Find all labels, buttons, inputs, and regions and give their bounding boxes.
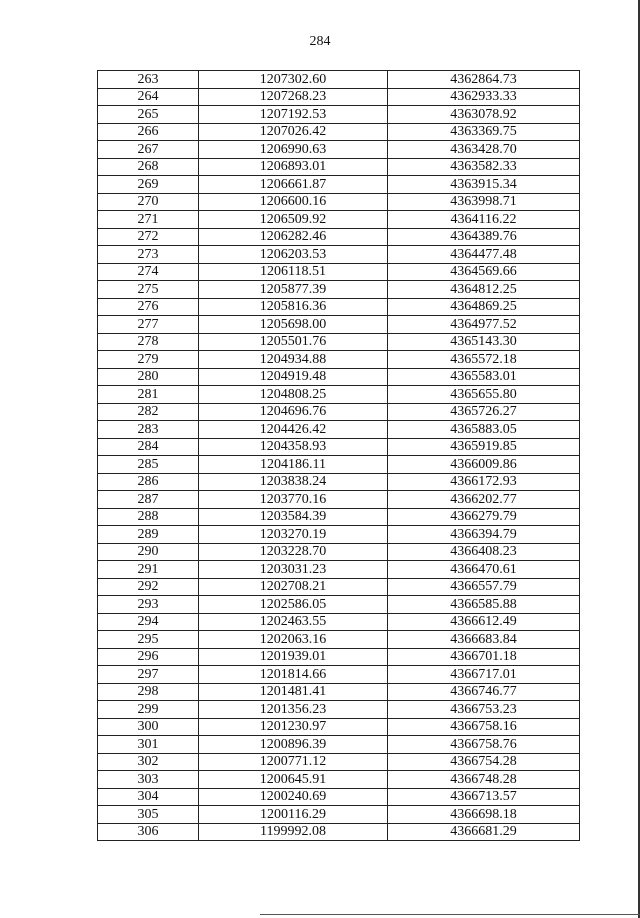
point-number-cell: 288	[98, 508, 199, 526]
y-coordinate-cell: 4366557.79	[388, 578, 580, 596]
table-row	[98, 473, 580, 491]
y-coordinate-cell: 4366701.18	[388, 648, 580, 666]
table-row	[98, 228, 580, 246]
point-number-cell: 295	[98, 631, 199, 649]
y-coordinate-cell: 4364977.52	[388, 316, 580, 334]
table-row	[98, 298, 580, 316]
y-coordinate-cell: 4366585.88	[388, 596, 580, 614]
table-row	[98, 368, 580, 386]
x-coordinate-cell: 1202463.55	[199, 613, 388, 631]
x-coordinate-cell: 1206203.53	[199, 246, 388, 264]
point-number-cell: 277	[98, 316, 199, 334]
x-coordinate-cell: 1201230.97	[199, 718, 388, 736]
x-coordinate-cell: 1205698.00	[199, 316, 388, 334]
table-row	[98, 613, 580, 631]
table-row	[98, 666, 580, 684]
y-coordinate-cell: 4366470.61	[388, 561, 580, 579]
y-coordinate-cell: 4364869.25	[388, 298, 580, 316]
point-number-cell: 284	[98, 438, 199, 456]
table-row	[98, 736, 580, 754]
x-coordinate-cell: 1204808.25	[199, 386, 388, 404]
table-row	[98, 176, 580, 194]
table-row	[98, 211, 580, 229]
table-row	[98, 526, 580, 544]
table-row	[98, 141, 580, 159]
point-number-cell: 281	[98, 386, 199, 404]
table-row	[98, 701, 580, 719]
x-coordinate-cell: 1200771.12	[199, 753, 388, 771]
y-coordinate-cell: 4365919.85	[388, 438, 580, 456]
x-coordinate-cell: 1205877.39	[199, 281, 388, 299]
table-row	[98, 123, 580, 141]
table-row	[98, 596, 580, 614]
x-coordinate-cell: 1202708.21	[199, 578, 388, 596]
table-row	[98, 718, 580, 736]
x-coordinate-cell: 1200116.29	[199, 806, 388, 824]
x-coordinate-cell: 1203228.70	[199, 543, 388, 561]
point-number-cell: 297	[98, 666, 199, 684]
x-coordinate-cell: 1206282.46	[199, 228, 388, 246]
x-coordinate-cell: 1207026.42	[199, 123, 388, 141]
x-coordinate-cell: 1204696.76	[199, 403, 388, 421]
point-number-cell: 293	[98, 596, 199, 614]
point-number-cell: 276	[98, 298, 199, 316]
x-coordinate-cell: 1199992.08	[199, 823, 388, 841]
y-coordinate-cell: 4366683.84	[388, 631, 580, 649]
y-coordinate-cell: 4363369.75	[388, 123, 580, 141]
point-number-cell: 302	[98, 753, 199, 771]
table-row	[98, 508, 580, 526]
y-coordinate-cell: 4366713.57	[388, 788, 580, 806]
y-coordinate-cell: 4366746.77	[388, 683, 580, 701]
point-number-cell: 289	[98, 526, 199, 544]
y-coordinate-cell: 4364477.48	[388, 246, 580, 264]
point-number-cell: 304	[98, 788, 199, 806]
coordinates-table-body	[98, 71, 580, 841]
table-row	[98, 806, 580, 824]
point-number-cell: 280	[98, 368, 199, 386]
y-coordinate-cell: 4365655.80	[388, 386, 580, 404]
x-coordinate-cell: 1203584.39	[199, 508, 388, 526]
y-coordinate-cell: 4365726.27	[388, 403, 580, 421]
y-coordinate-cell: 4363998.71	[388, 193, 580, 211]
x-coordinate-cell: 1206990.63	[199, 141, 388, 159]
y-coordinate-cell: 4366681.29	[388, 823, 580, 841]
y-coordinate-cell: 4364812.25	[388, 281, 580, 299]
x-coordinate-cell: 1205501.76	[199, 333, 388, 351]
table-row	[98, 106, 580, 124]
y-coordinate-cell: 4366279.79	[388, 508, 580, 526]
point-number-cell: 279	[98, 351, 199, 369]
y-coordinate-cell: 4364569.66	[388, 263, 580, 281]
table-row	[98, 631, 580, 649]
point-number-cell: 291	[98, 561, 199, 579]
x-coordinate-cell: 1206118.51	[199, 263, 388, 281]
x-coordinate-cell: 1205816.36	[199, 298, 388, 316]
y-coordinate-cell: 4365143.30	[388, 333, 580, 351]
table-row	[98, 578, 580, 596]
table-row	[98, 386, 580, 404]
point-number-cell: 294	[98, 613, 199, 631]
point-number-cell: 272	[98, 228, 199, 246]
x-coordinate-cell: 1207268.23	[199, 88, 388, 106]
y-coordinate-cell: 4365883.05	[388, 421, 580, 439]
point-number-cell: 266	[98, 123, 199, 141]
point-number-cell: 273	[98, 246, 199, 264]
point-number-cell: 292	[98, 578, 199, 596]
point-number-cell: 282	[98, 403, 199, 421]
x-coordinate-cell: 1204358.93	[199, 438, 388, 456]
table-row	[98, 491, 580, 509]
x-coordinate-cell: 1202063.16	[199, 631, 388, 649]
table-row	[98, 88, 580, 106]
x-coordinate-cell: 1201356.23	[199, 701, 388, 719]
table-row	[98, 823, 580, 841]
y-coordinate-cell: 4366408.23	[388, 543, 580, 561]
point-number-cell: 285	[98, 456, 199, 474]
point-number-cell: 299	[98, 701, 199, 719]
x-coordinate-cell: 1206661.87	[199, 176, 388, 194]
y-coordinate-cell: 4364389.76	[388, 228, 580, 246]
x-coordinate-cell: 1201481.41	[199, 683, 388, 701]
y-coordinate-cell: 4366717.01	[388, 666, 580, 684]
y-coordinate-cell: 4362864.73	[388, 71, 580, 89]
table-row	[98, 683, 580, 701]
x-coordinate-cell: 1206600.16	[199, 193, 388, 211]
y-coordinate-cell: 4362933.33	[388, 88, 580, 106]
y-coordinate-cell: 4364116.22	[388, 211, 580, 229]
coordinates-table	[97, 70, 580, 841]
x-coordinate-cell: 1204426.42	[199, 421, 388, 439]
y-coordinate-cell: 4366202.77	[388, 491, 580, 509]
point-number-cell: 271	[98, 211, 199, 229]
y-coordinate-cell: 4365572.18	[388, 351, 580, 369]
table-row	[98, 438, 580, 456]
point-number-cell: 269	[98, 176, 199, 194]
y-coordinate-cell: 4366754.28	[388, 753, 580, 771]
x-coordinate-cell: 1200240.69	[199, 788, 388, 806]
point-number-cell: 301	[98, 736, 199, 754]
point-number-cell: 265	[98, 106, 199, 124]
y-coordinate-cell: 4366394.79	[388, 526, 580, 544]
table-row	[98, 333, 580, 351]
point-number-cell: 264	[98, 88, 199, 106]
point-number-cell: 283	[98, 421, 199, 439]
table-row	[98, 456, 580, 474]
point-number-cell: 263	[98, 71, 199, 89]
table-row	[98, 561, 580, 579]
x-coordinate-cell: 1206509.92	[199, 211, 388, 229]
point-number-cell: 270	[98, 193, 199, 211]
y-coordinate-cell: 4366009.86	[388, 456, 580, 474]
x-coordinate-cell: 1201939.01	[199, 648, 388, 666]
point-number-cell: 275	[98, 281, 199, 299]
table-row	[98, 403, 580, 421]
table-row	[98, 246, 580, 264]
point-number-cell: 268	[98, 158, 199, 176]
point-number-cell: 286	[98, 473, 199, 491]
x-coordinate-cell: 1203270.19	[199, 526, 388, 544]
y-coordinate-cell: 4365583.01	[388, 368, 580, 386]
x-coordinate-cell: 1202586.05	[199, 596, 388, 614]
x-coordinate-cell: 1203770.16	[199, 491, 388, 509]
point-number-cell: 287	[98, 491, 199, 509]
x-coordinate-cell: 1203838.24	[199, 473, 388, 491]
point-number-cell: 278	[98, 333, 199, 351]
x-coordinate-cell: 1204934.88	[199, 351, 388, 369]
y-coordinate-cell: 4366758.16	[388, 718, 580, 736]
y-coordinate-cell: 4363078.92	[388, 106, 580, 124]
point-number-cell: 274	[98, 263, 199, 281]
y-coordinate-cell: 4363582.33	[388, 158, 580, 176]
x-coordinate-cell: 1207192.53	[199, 106, 388, 124]
y-coordinate-cell: 4366753.23	[388, 701, 580, 719]
x-coordinate-cell: 1201814.66	[199, 666, 388, 684]
y-coordinate-cell: 4366758.76	[388, 736, 580, 754]
y-coordinate-cell: 4366748.28	[388, 771, 580, 789]
table-row	[98, 788, 580, 806]
point-number-cell: 306	[98, 823, 199, 841]
point-number-cell: 290	[98, 543, 199, 561]
table-row	[98, 543, 580, 561]
table-row	[98, 648, 580, 666]
scan-edge-bottom	[260, 914, 640, 915]
point-number-cell: 296	[98, 648, 199, 666]
x-coordinate-cell: 1206893.01	[199, 158, 388, 176]
table-row	[98, 421, 580, 439]
point-number-cell: 298	[98, 683, 199, 701]
table-row	[98, 281, 580, 299]
page-number: 284	[309, 34, 331, 49]
y-coordinate-cell: 4363428.70	[388, 141, 580, 159]
table-row	[98, 193, 580, 211]
y-coordinate-cell: 4363915.34	[388, 176, 580, 194]
table-row	[98, 753, 580, 771]
x-coordinate-cell: 1207302.60	[199, 71, 388, 89]
x-coordinate-cell: 1203031.23	[199, 561, 388, 579]
y-coordinate-cell: 4366612.49	[388, 613, 580, 631]
table-row	[98, 158, 580, 176]
x-coordinate-cell: 1200645.91	[199, 771, 388, 789]
point-number-cell: 305	[98, 806, 199, 824]
table-row	[98, 71, 580, 89]
table-row	[98, 771, 580, 789]
x-coordinate-cell: 1200896.39	[199, 736, 388, 754]
x-coordinate-cell: 1204919.48	[199, 368, 388, 386]
point-number-cell: 300	[98, 718, 199, 736]
table-row	[98, 316, 580, 334]
table-row	[98, 351, 580, 369]
y-coordinate-cell: 4366172.93	[388, 473, 580, 491]
point-number-cell: 303	[98, 771, 199, 789]
point-number-cell: 267	[98, 141, 199, 159]
table-row	[98, 263, 580, 281]
y-coordinate-cell: 4366698.18	[388, 806, 580, 824]
x-coordinate-cell: 1204186.11	[199, 456, 388, 474]
